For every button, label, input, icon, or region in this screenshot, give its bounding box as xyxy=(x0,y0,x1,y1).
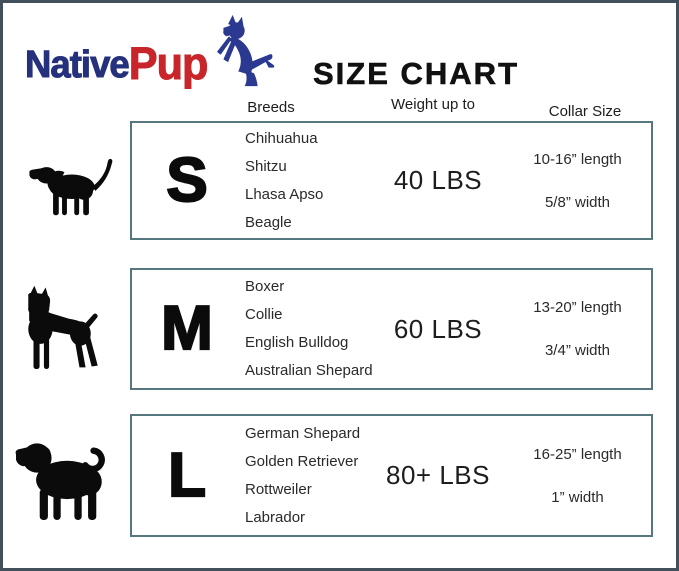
boxer-silhouette-icon xyxy=(17,279,109,381)
collar-width-s: 5/8” width xyxy=(544,193,611,211)
beagle-silhouette-icon xyxy=(27,149,115,231)
breed-item: Beagle xyxy=(245,213,292,231)
breed-item: Australian Shepard xyxy=(245,362,373,379)
large-dog-silhouette-icon xyxy=(13,427,123,531)
size-row-medium xyxy=(130,268,653,390)
weight-value-s: 40 LBS xyxy=(393,165,483,195)
brand-logo xyxy=(25,38,208,89)
collar-width-m: 3/4” width xyxy=(544,342,611,359)
page-title: SIZE CHART xyxy=(313,56,519,91)
brand-name-pup: Pup xyxy=(128,38,208,89)
breed-item: Collie xyxy=(245,306,283,323)
breed-item: Lhasa Apso xyxy=(245,185,324,203)
breed-item: Golden Retriever xyxy=(245,452,359,470)
breed-list-s xyxy=(242,125,372,237)
breed-list-l xyxy=(242,420,372,532)
collar-length-l: 16-25” length xyxy=(533,445,622,463)
brand-name-native: Native xyxy=(25,44,129,86)
breed-list-m xyxy=(242,273,372,385)
column-header-weight: Weight up to xyxy=(391,96,475,113)
collar-size-m xyxy=(504,299,651,359)
collar-length-s: 10-16” length xyxy=(533,150,622,168)
collar-size-l xyxy=(504,446,651,506)
size-label-l: L xyxy=(168,440,206,510)
weight-value-m: 60 LBS xyxy=(393,313,483,344)
breed-item: Boxer xyxy=(245,278,285,295)
logo-dog-icon xyxy=(207,14,275,88)
size-label-s: S xyxy=(166,145,208,215)
column-header-breeds: Breeds xyxy=(247,99,295,116)
collar-length-m: 13-20” length xyxy=(533,299,622,316)
size-row-large xyxy=(130,414,653,537)
column-header-collar: Collar Size xyxy=(548,103,622,120)
breed-item: Shitzu xyxy=(245,157,287,175)
breed-item: Chihuahua xyxy=(245,129,318,147)
breed-item: German Shepard xyxy=(245,424,361,442)
collar-size-s xyxy=(504,151,651,211)
size-row-small xyxy=(130,121,653,240)
breed-item: English Bulldog xyxy=(245,334,349,351)
breed-item: Labrador xyxy=(245,508,306,526)
collar-width-l: 1” width xyxy=(551,488,604,506)
breed-item: Rottweiler xyxy=(245,480,312,498)
size-label-m: M xyxy=(161,294,213,363)
weight-value-l: 80+ LBS xyxy=(386,460,490,490)
